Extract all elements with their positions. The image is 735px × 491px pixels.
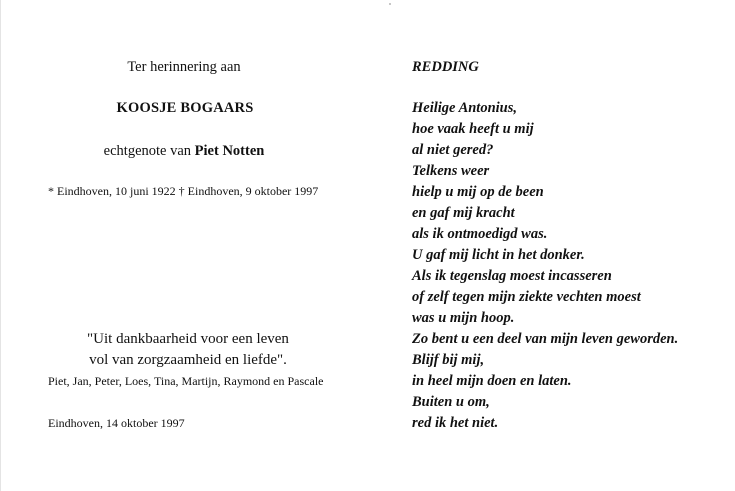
birth-death-dates: * Eindhoven, 10 juni 1922 † Eindhoven, 9 oktober 1997: [48, 184, 319, 198]
spouse-name: Piet Notten: [194, 143, 265, 159]
poem-line: Zo bent u een deel van mijn leven geworden.: [412, 331, 679, 347]
poem-line: hielp u mij op de been: [412, 184, 544, 200]
poem-line: hoe vaak heeft u mij: [412, 121, 534, 137]
place-and-date: Eindhoven, 14 oktober 1997: [48, 416, 185, 430]
poem-line: en gaf mij kracht: [412, 205, 515, 221]
scan-speck: [389, 3, 391, 5]
poem-line: Als ik tegenslag moest incasseren: [412, 268, 612, 284]
quote-line-2: vol van zorgzaamheid en liefde".: [89, 352, 287, 368]
poem-line: of zelf tegen mijn ziekte vechten moest: [412, 289, 641, 305]
poem-line: red ik het niet.: [412, 415, 499, 431]
spouse-line: [104, 143, 265, 160]
quote-line-1: "Uit dankbaarheid voor een leven: [87, 331, 289, 347]
family-names: Piet, Jan, Peter, Loes, Tina, Martijn, Raymond en Pascale: [48, 374, 324, 388]
intro-text: Ter herinnering aan: [127, 59, 241, 75]
poem-line: U gaf mij licht in het donker.: [412, 247, 585, 263]
poem-title: REDDING: [412, 59, 479, 75]
poem-line: Blijf bij mij,: [412, 352, 485, 368]
poem-line: Heilige Antonius,: [412, 100, 518, 116]
deceased-name: KOOSJE BOGAARS: [116, 100, 254, 116]
poem-line: Buiten u om,: [412, 394, 490, 410]
poem-line: in heel mijn doen en laten.: [412, 373, 572, 389]
poem-line: al niet gered?: [412, 142, 494, 158]
spouse-prefix: echtgenote van: [103, 143, 192, 159]
poem-line: Telkens weer: [412, 163, 490, 179]
poem-line: was u mijn hoop.: [412, 310, 515, 326]
scan-edge: [0, 0, 1, 491]
poem-body: [412, 98, 678, 434]
poem-line: als ik ontmoedigd was.: [412, 226, 548, 242]
